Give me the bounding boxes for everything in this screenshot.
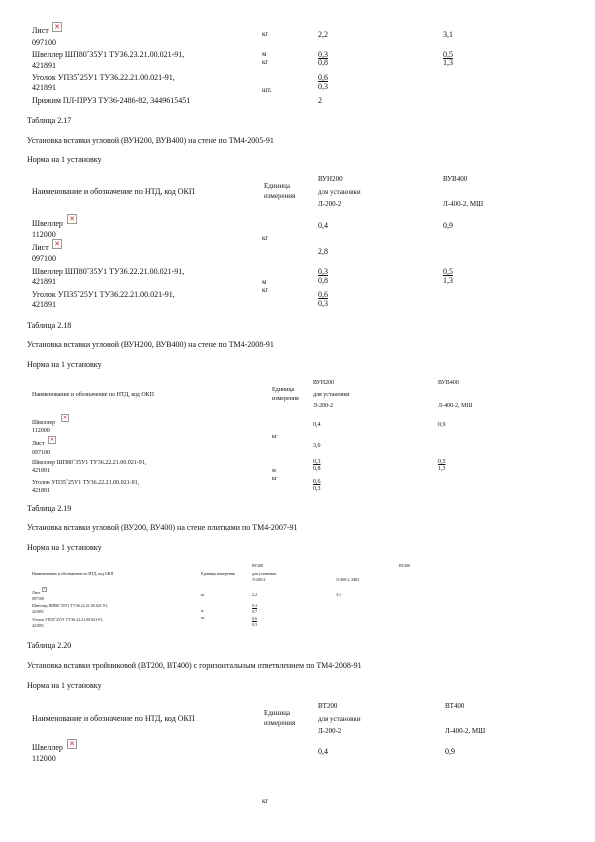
row-unit: кг <box>262 58 269 66</box>
row-value: 0,8 <box>313 466 321 472</box>
header-unit: измерения <box>264 719 296 727</box>
row-value: 1,3 <box>443 58 453 67</box>
table-title: Установка вставки угловой (ВУН200, ВУВ400) на стене по ТМ4-2008-91 <box>27 340 274 349</box>
header-col: ВУ400 <box>399 563 411 568</box>
header-name: Наименование и обозначение по НТД, код ОКП <box>32 571 114 576</box>
row-value: 0,9 <box>445 747 455 756</box>
header-unit: измерения <box>272 396 299 402</box>
row-unit: м <box>272 468 276 474</box>
row-unit: шт. <box>262 86 272 94</box>
norm-label: Норма на 1 установку <box>27 155 102 164</box>
broken-image-icon <box>52 22 62 32</box>
header-sub: Л-200-2 <box>313 403 334 409</box>
row-unit: кг <box>262 234 269 242</box>
header-unit: Единица <box>264 182 290 190</box>
row-value: 0,4 <box>318 747 328 756</box>
row-code: 421891 <box>32 488 50 494</box>
row-value: 0,4 <box>313 422 321 428</box>
header-col: ВУН200 <box>313 380 335 386</box>
header-col: ВУВ400 <box>438 380 459 386</box>
row-code: 421891 <box>32 277 56 286</box>
table-caption: Таблица 2.19 <box>27 504 72 513</box>
row-name: Швеллер <box>32 420 56 426</box>
row-name: Швеллер ШП80ˆ35У1 ТУ36.23.21.00.021-91, <box>32 50 185 59</box>
row-name: Лист <box>32 243 49 252</box>
row-unit: кг <box>262 797 269 805</box>
row-unit: кг <box>272 476 278 482</box>
row-value: 2 <box>318 96 322 105</box>
row-value: 2,2 <box>318 30 328 39</box>
row-value: 0,3 <box>252 603 257 608</box>
row-value: 0,9 <box>443 221 453 230</box>
row-code: 421891 <box>32 83 56 92</box>
row-name: Швеллер ШП80ˆ35У1 ТУ36.22.21.00.021-91, <box>32 603 109 608</box>
header-sub: Л-200-2 <box>252 577 266 582</box>
broken-image-icon <box>42 587 47 592</box>
row-code: 421891 <box>32 623 44 628</box>
row-code: 097100 <box>32 38 56 47</box>
header-col: ВТ200 <box>318 702 338 710</box>
row-name: Уголок УП35ˆ25У1 ТУ36.22.21.00.021-91, <box>32 617 104 622</box>
row-name: Швеллер ШП80ˆ35У1 ТУ36.22.21.00.021-91, <box>32 267 185 276</box>
row-name: Лист <box>32 590 41 595</box>
header-unit: Единица измерения <box>201 571 235 576</box>
norm-label: Норма на 1 установку <box>27 681 102 690</box>
row-unit: кг <box>201 615 205 620</box>
row-value: 2,2 <box>252 592 257 597</box>
row-unit: м <box>262 50 267 58</box>
header-sub: Л-400-2, МШ <box>336 577 359 582</box>
row-value: 0,6 <box>313 479 321 485</box>
header-for: для установки <box>318 188 361 196</box>
row-value: 0,7 <box>252 609 257 614</box>
broken-image-icon <box>48 436 56 444</box>
row-name: Швеллер <box>32 743 63 752</box>
row-code: 421891 <box>32 609 44 614</box>
row-value: 0,3 <box>252 622 257 627</box>
header-unit: измерения <box>264 192 296 200</box>
row-name: Прижим ПЛ-ПРУЗ ТУ36-2486-82, 3449615451 <box>32 96 191 105</box>
row-value: 0,6 <box>252 616 257 621</box>
row-value: 0,8 <box>318 276 328 285</box>
broken-image-icon <box>52 239 62 249</box>
row-value: 3,0 <box>313 443 321 449</box>
norm-label: Норма на 1 установку <box>27 543 102 552</box>
row-value: 1,3 <box>438 466 446 472</box>
row-name: Уголок УП35ˆ25У1 ТУ36.22.21.00.021-91, <box>32 73 175 82</box>
row-value: 1,3 <box>443 276 453 285</box>
header-name: Наименование и обозначение по НТД, код ОКП <box>32 187 195 196</box>
norm-label: Норма на 1 установку <box>27 360 102 369</box>
row-value: 0,4 <box>318 221 328 230</box>
table-caption: Таблица 2.20 <box>27 641 72 650</box>
header-for: для установки <box>313 392 350 398</box>
table-caption: Таблица 2.18 <box>27 321 72 330</box>
row-code: 097100 <box>32 254 56 263</box>
header-for: для установки <box>318 715 361 723</box>
header-col: ВУ200 <box>252 563 264 568</box>
broken-image-icon <box>67 739 77 749</box>
row-value: 0,9 <box>438 422 446 428</box>
table-title: Установка вставки угловой (ВУ200, ВУ400) на стене плитками по ТМ4-2007-91 <box>27 523 298 532</box>
row-value: 0,3 <box>318 299 328 308</box>
row-name: Лист <box>32 441 45 447</box>
row-value: 0,5 <box>443 50 453 59</box>
header-sub: Л-400-2, МШ <box>445 727 486 735</box>
row-unit: кг <box>262 286 269 294</box>
header-unit: Единица <box>272 387 295 393</box>
row-unit: кг <box>201 592 205 597</box>
row-code: 112000 <box>32 754 56 763</box>
header-sub: Л-200-2 <box>318 727 342 735</box>
row-name: Лист <box>32 26 49 35</box>
table-title: Установка вставки угловой (ВУН200, ВУВ400) на стене по ТМ4-2005-91 <box>27 136 274 145</box>
row-code: 421891 <box>32 300 56 309</box>
row-value: 0,8 <box>318 58 328 67</box>
broken-image-icon <box>67 214 77 224</box>
table-title: Установка вставки тройниковой (ВТ200, ВТ400) с горизонтальным ответвлением по ТМ4-2008-91 <box>27 661 362 670</box>
header-col: ВУН200 <box>318 175 343 183</box>
row-unit: кг <box>262 30 269 38</box>
row-value: 0,3 <box>313 459 321 465</box>
header-sub: Л-400-2, МШ <box>443 200 484 208</box>
row-value: 0,6 <box>318 73 328 82</box>
row-value: 3,1 <box>443 30 453 39</box>
row-value: 0,3 <box>313 486 321 492</box>
row-name: Уголок УП35ˆ25У1 ТУ36.22.21.00.021-91, <box>32 480 140 486</box>
header-unit: Единица <box>264 709 290 717</box>
row-value: 0,5 <box>438 459 446 465</box>
row-code: 112000 <box>32 428 50 434</box>
row-value: 0,3 <box>318 50 328 59</box>
row-value: 0,3 <box>318 82 328 91</box>
header-col: ВТ400 <box>445 702 465 710</box>
broken-image-icon <box>61 414 69 422</box>
row-value: 3,1 <box>336 592 341 597</box>
header-for: для установки <box>252 571 277 576</box>
row-value: 0,5 <box>443 267 453 276</box>
row-name: Швеллер ШП80ˆ35У1 ТУ36.22.21.00.021-91, <box>32 460 147 466</box>
row-name: Швеллер <box>32 219 63 228</box>
header-name: Наименование и обозначение по НТД, код ОКП <box>32 392 154 398</box>
header-col: ВУВ400 <box>443 175 468 183</box>
header-name: Наименование и обозначение по НТД, код ОКП <box>32 714 195 723</box>
row-code: 112000 <box>32 230 56 239</box>
header-sub: Л-200-2 <box>318 200 342 208</box>
row-value: 0,6 <box>318 290 328 299</box>
row-unit: м <box>262 278 267 286</box>
table-caption: Таблица 2.17 <box>27 116 72 125</box>
header-sub: Л-400-2, МШ <box>438 403 473 409</box>
row-unit: кг <box>272 434 278 440</box>
row-unit: м <box>201 608 204 613</box>
row-code: 421891 <box>32 61 56 70</box>
row-name: Уголок УП35ˆ25У1 ТУ36.22.21.00.021-91, <box>32 290 175 299</box>
row-code: 097100 <box>32 596 44 601</box>
row-value: 2,8 <box>318 247 328 256</box>
row-value: 0,3 <box>318 267 328 276</box>
row-code: 421891 <box>32 468 50 474</box>
row-code: 097100 <box>32 450 50 456</box>
